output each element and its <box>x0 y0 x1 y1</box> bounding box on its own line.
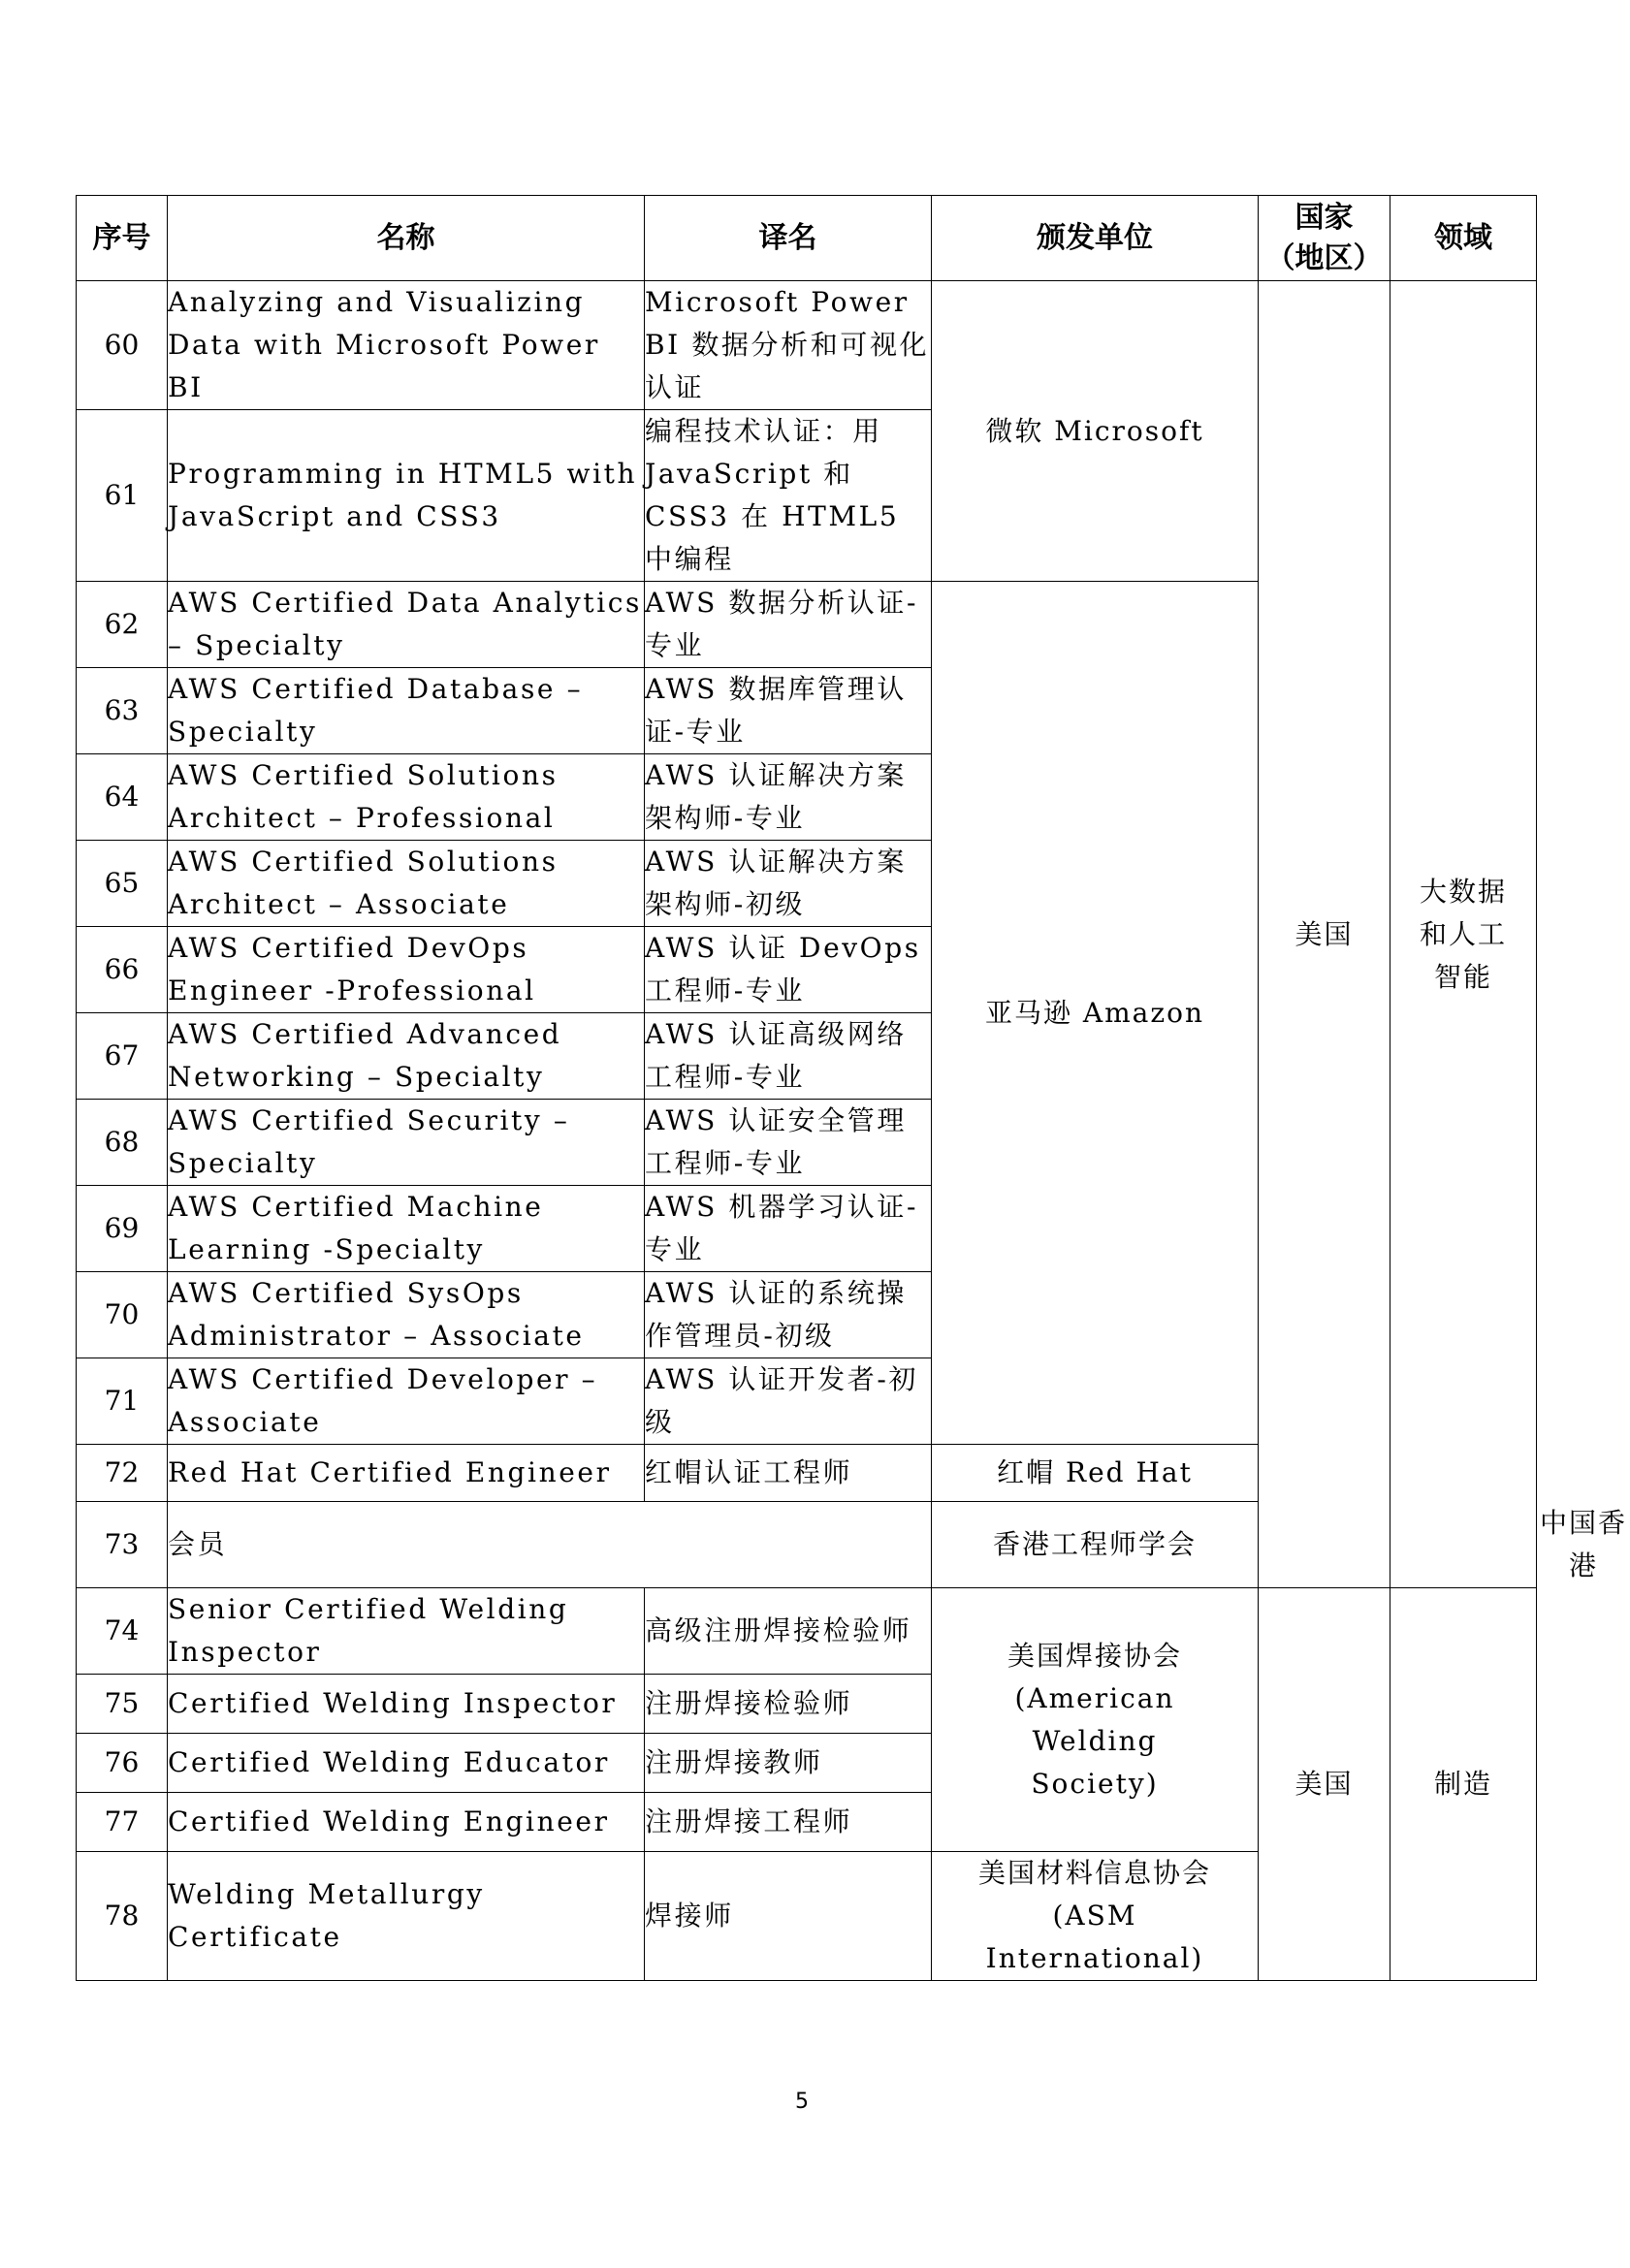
row-seq: 75 <box>77 1675 168 1734</box>
row-translation: AWS 认证高级网络工程师-专业 <box>645 1013 932 1100</box>
issuer-amazon: 亚马逊 Amazon <box>932 582 1259 1445</box>
row-translation: AWS 机器学习认证-专业 <box>645 1186 932 1272</box>
country-us-block2: 美国 <box>1259 1588 1390 1981</box>
row-translation: AWS 认证解决方案架构师-初级 <box>645 841 932 927</box>
country-us-block1: 美国 <box>1259 281 1390 1588</box>
header-field: 领域 <box>1390 196 1537 281</box>
issuer-hkie: 香港工程师学会 <box>932 1502 1259 1588</box>
row-seq: 61 <box>77 410 168 582</box>
issuer-aws-welding <box>932 1588 1259 1852</box>
row-translation: 高级注册焊接检验师 <box>645 1588 932 1675</box>
row-name: AWS Certified Machine Learning -Specialty <box>168 1186 645 1272</box>
row-translation: AWS 认证 DevOps 工程师-专业 <box>645 927 932 1013</box>
row-seq: 62 <box>77 582 168 668</box>
field-bigdata-ai <box>1390 281 1537 1588</box>
row-seq: 63 <box>77 668 168 754</box>
row-translation: 焊接师 <box>645 1852 932 1981</box>
header-name: 名称 <box>168 196 645 281</box>
row-seq: 71 <box>77 1358 168 1445</box>
row-seq: 65 <box>77 841 168 927</box>
row-translation: AWS 认证的系统操作管理员-初级 <box>645 1272 932 1358</box>
row-name: AWS Certified Data Analytics – Specialty <box>168 582 645 668</box>
row-name: AWS Certified Security – Specialty <box>168 1100 645 1186</box>
header-seq: 序号 <box>77 196 168 281</box>
row-translation: 注册焊接工程师 <box>645 1793 932 1852</box>
row-name: AWS Certified Advanced Networking – Specialty <box>168 1013 645 1100</box>
issuer-aws-welding-label: 美国焊接协会 (American Welding Society) <box>1007 1639 1182 1800</box>
row-seq: 68 <box>77 1100 168 1186</box>
table-row <box>77 1588 1537 1675</box>
row-seq: 76 <box>77 1734 168 1793</box>
row-name: AWS Certified Database – Specialty <box>168 668 645 754</box>
row-translation: 注册焊接检验师 <box>645 1675 932 1734</box>
row-translation: AWS 数据库管理认证-专业 <box>645 668 932 754</box>
row-name: AWS Certified Solutions Architect – Professional <box>168 754 645 841</box>
field-bigdata-ai-label: 大数据和人工智能 <box>1419 875 1507 993</box>
row-name: AWS Certified SysOps Administrator – Associate <box>168 1272 645 1358</box>
row-name: AWS Certified Developer – Associate <box>168 1358 645 1445</box>
header-country-line1: 国家 <box>1294 200 1354 235</box>
row-seq: 77 <box>77 1793 168 1852</box>
row-translation: AWS 认证安全管理工程师-专业 <box>645 1100 932 1186</box>
issuer-microsoft: 微软 Microsoft <box>932 281 1259 582</box>
page-number: 5 <box>795 2090 809 2114</box>
row-translation: AWS 认证解决方案架构师-专业 <box>645 754 932 841</box>
row-seq: 69 <box>77 1186 168 1272</box>
row-name: Welding Metallurgy Certificate <box>168 1852 645 1981</box>
row-seq: 64 <box>77 754 168 841</box>
row-seq: 73 <box>77 1502 168 1588</box>
country-hk-label: 中国香港 <box>1539 1507 1627 1581</box>
row-name: AWS Certified DevOps Engineer -Professional <box>168 927 645 1013</box>
header-issuer: 颁发单位 <box>932 196 1259 281</box>
row-name: AWS Certified Solutions Architect – Associate <box>168 841 645 927</box>
issuer-asm-label: 美国材料信息协会 (ASM International) <box>977 1857 1211 1974</box>
header-row <box>77 196 1537 281</box>
row-seq: 67 <box>77 1013 168 1100</box>
certification-table <box>76 195 1627 1981</box>
row-name: Analyzing and Visualizing Data with Microsoft Power BI <box>168 281 645 410</box>
header-country <box>1259 196 1390 281</box>
row-name: Certified Welding Educator <box>168 1734 645 1793</box>
row-seq: 70 <box>77 1272 168 1358</box>
row-name: Red Hat Certified Engineer <box>168 1445 645 1502</box>
row-translation: 红帽认证工程师 <box>645 1445 932 1502</box>
field-manufacturing: 制造 <box>1390 1588 1537 1981</box>
row-translation: Microsoft Power BI 数据分析和可视化认证 <box>645 281 932 410</box>
row-name: 会员 <box>168 1502 932 1588</box>
row-seq: 78 <box>77 1852 168 1981</box>
row-seq: 60 <box>77 281 168 410</box>
row-seq: 74 <box>77 1588 168 1675</box>
header-country-line2: （地区） <box>1265 240 1383 275</box>
header-translation: 译名 <box>645 196 932 281</box>
row-name: Senior Certified Welding Inspector <box>168 1588 645 1675</box>
table-row <box>77 281 1537 410</box>
row-translation: 编程技术认证：用 JavaScript 和CSS3 在 HTML5 中编程 <box>645 410 932 582</box>
row-seq: 66 <box>77 927 168 1013</box>
issuer-asm <box>932 1852 1259 1981</box>
row-name: Certified Welding Engineer <box>168 1793 645 1852</box>
row-translation: AWS 数据分析认证-专业 <box>645 582 932 668</box>
row-name: Programming in HTML5 with JavaScript and CSS3 <box>168 410 645 582</box>
row-translation: AWS 认证开发者-初级 <box>645 1358 932 1445</box>
issuer-redhat: 红帽 Red Hat <box>932 1445 1259 1502</box>
row-seq: 72 <box>77 1445 168 1502</box>
row-name: Certified Welding Inspector <box>168 1675 645 1734</box>
row-translation: 注册焊接教师 <box>645 1734 932 1793</box>
